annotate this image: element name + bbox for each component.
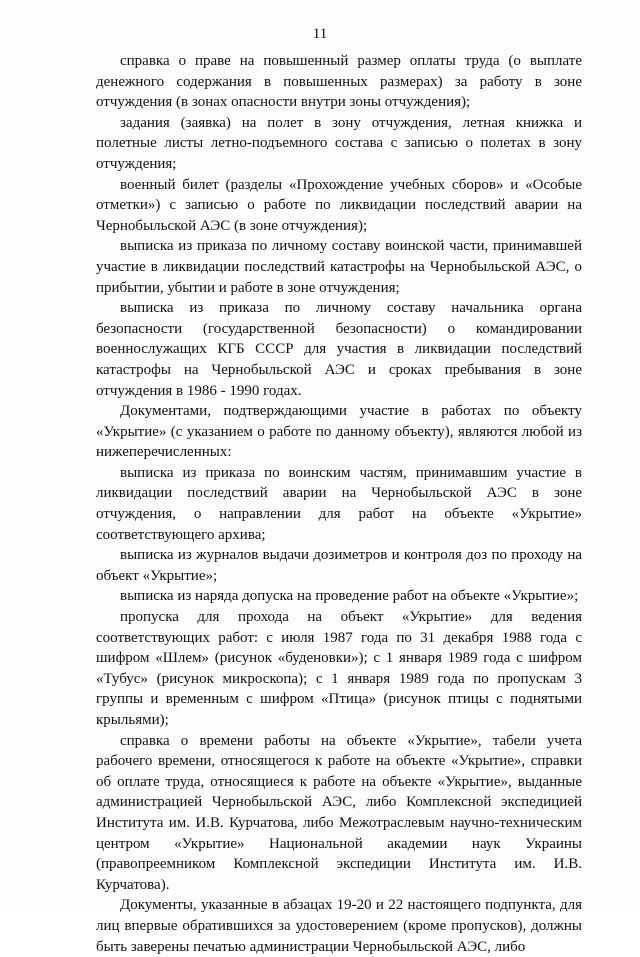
paragraph: выписка из наряда допуска на проведение работ на объекте «Укрытие»; (120, 588, 579, 605)
paragraph: справка о времени работы на объекте «Укрытие», табели учета рабочего времени, относящегося к работе на объекте «Укрытие», справки об оплате труда, относящиеся к работе на объекте «Укрытие», выданные администрацией Чернобыльской АЭС, либо Комплексной экспедицией Института им. И.В. Курчатова, либо Межотраслевым научно-техническим центром «Укрытие» Национальной академии наук Украины (правопреемником Комплексной экспедиции Института им. И.В. Курчатова). (96, 732, 582, 893)
document-body (96, 51, 582, 957)
paragraph: выписка из приказа по личному составу воинской части, принимавшей участие в ликвидации последствий катастрофы на Чернобыльской АЭС, о прибытии, убытии и работе в зоне отчуждения; (96, 238, 582, 296)
paragraph: справка о праве на повышенный размер оплаты труда (о выплате денежного содержания в повышенных размерах) за работу в зоне отчуждения (в зонах опасности внутри зоны отчуждения); (96, 53, 582, 111)
paragraph: задания (заявка) на полет в зону отчуждения, летная книжка и полетные листы летно-подъемного состава с записью о полетах в зону отчуждения; (96, 114, 582, 172)
paragraph: пропуска для прохода на объект «Укрытие» для ведения соответствующих работ: с июля 1987 года по 31 декабря 1988 года с шифром «Шлем» (рисунок «буденовки»); с 1 января 1989 года с шифром «Тубус» (рисунок микроскопа); с 1 января 1989 года по пропускам 3 группы и временным с шифром «Птица» (рисунок птицы с поднятыми крыльями); (96, 609, 582, 728)
paragraph: выписка из приказа по личному составу начальника органа безопасности (государственной безопасности) о командировании военнослужащих КГБ СССР для участия в ликвидации последствий катастрофы на Чернобыльской АЭС и сроках пребывания в зоне отчуждения в 1986 - 1990 годах. (96, 300, 582, 399)
paragraph: военный билет (разделы «Прохождение учебных сборов» и «Особые отметки») с записью о работе по ликвидации последствий аварии на Чернобыльской АЭС (в зоне отчуждения); (96, 176, 582, 234)
paragraph: Документами, подтверждающими участие в работах по объекту «Укрытие» (с указанием о работе по данному объекту), являются любой из нижеперечисленных: (96, 403, 582, 461)
page-number: 11 (312, 26, 328, 42)
paragraph: Документы, указанные в абзацах 19-20 и 22 настоящего подпункта, для лиц впервые обратившихся за удостоверением (кроме пропусков), должны быть заверены печатью администрации Чернобыльской АЭС, либо (96, 897, 582, 955)
paragraph: выписка из приказа по воинским частям, принимавшим участие в ликвидации последствий аварии на Чернобыльской АЭС в зоне отчуждения, о направлении для работ на объекте «Укрытие» соответствующего архива; (96, 464, 582, 543)
paragraph: выписка из журналов выдачи дозиметров и контроля доз по проходу на объект «Укрытие»; (96, 547, 582, 584)
